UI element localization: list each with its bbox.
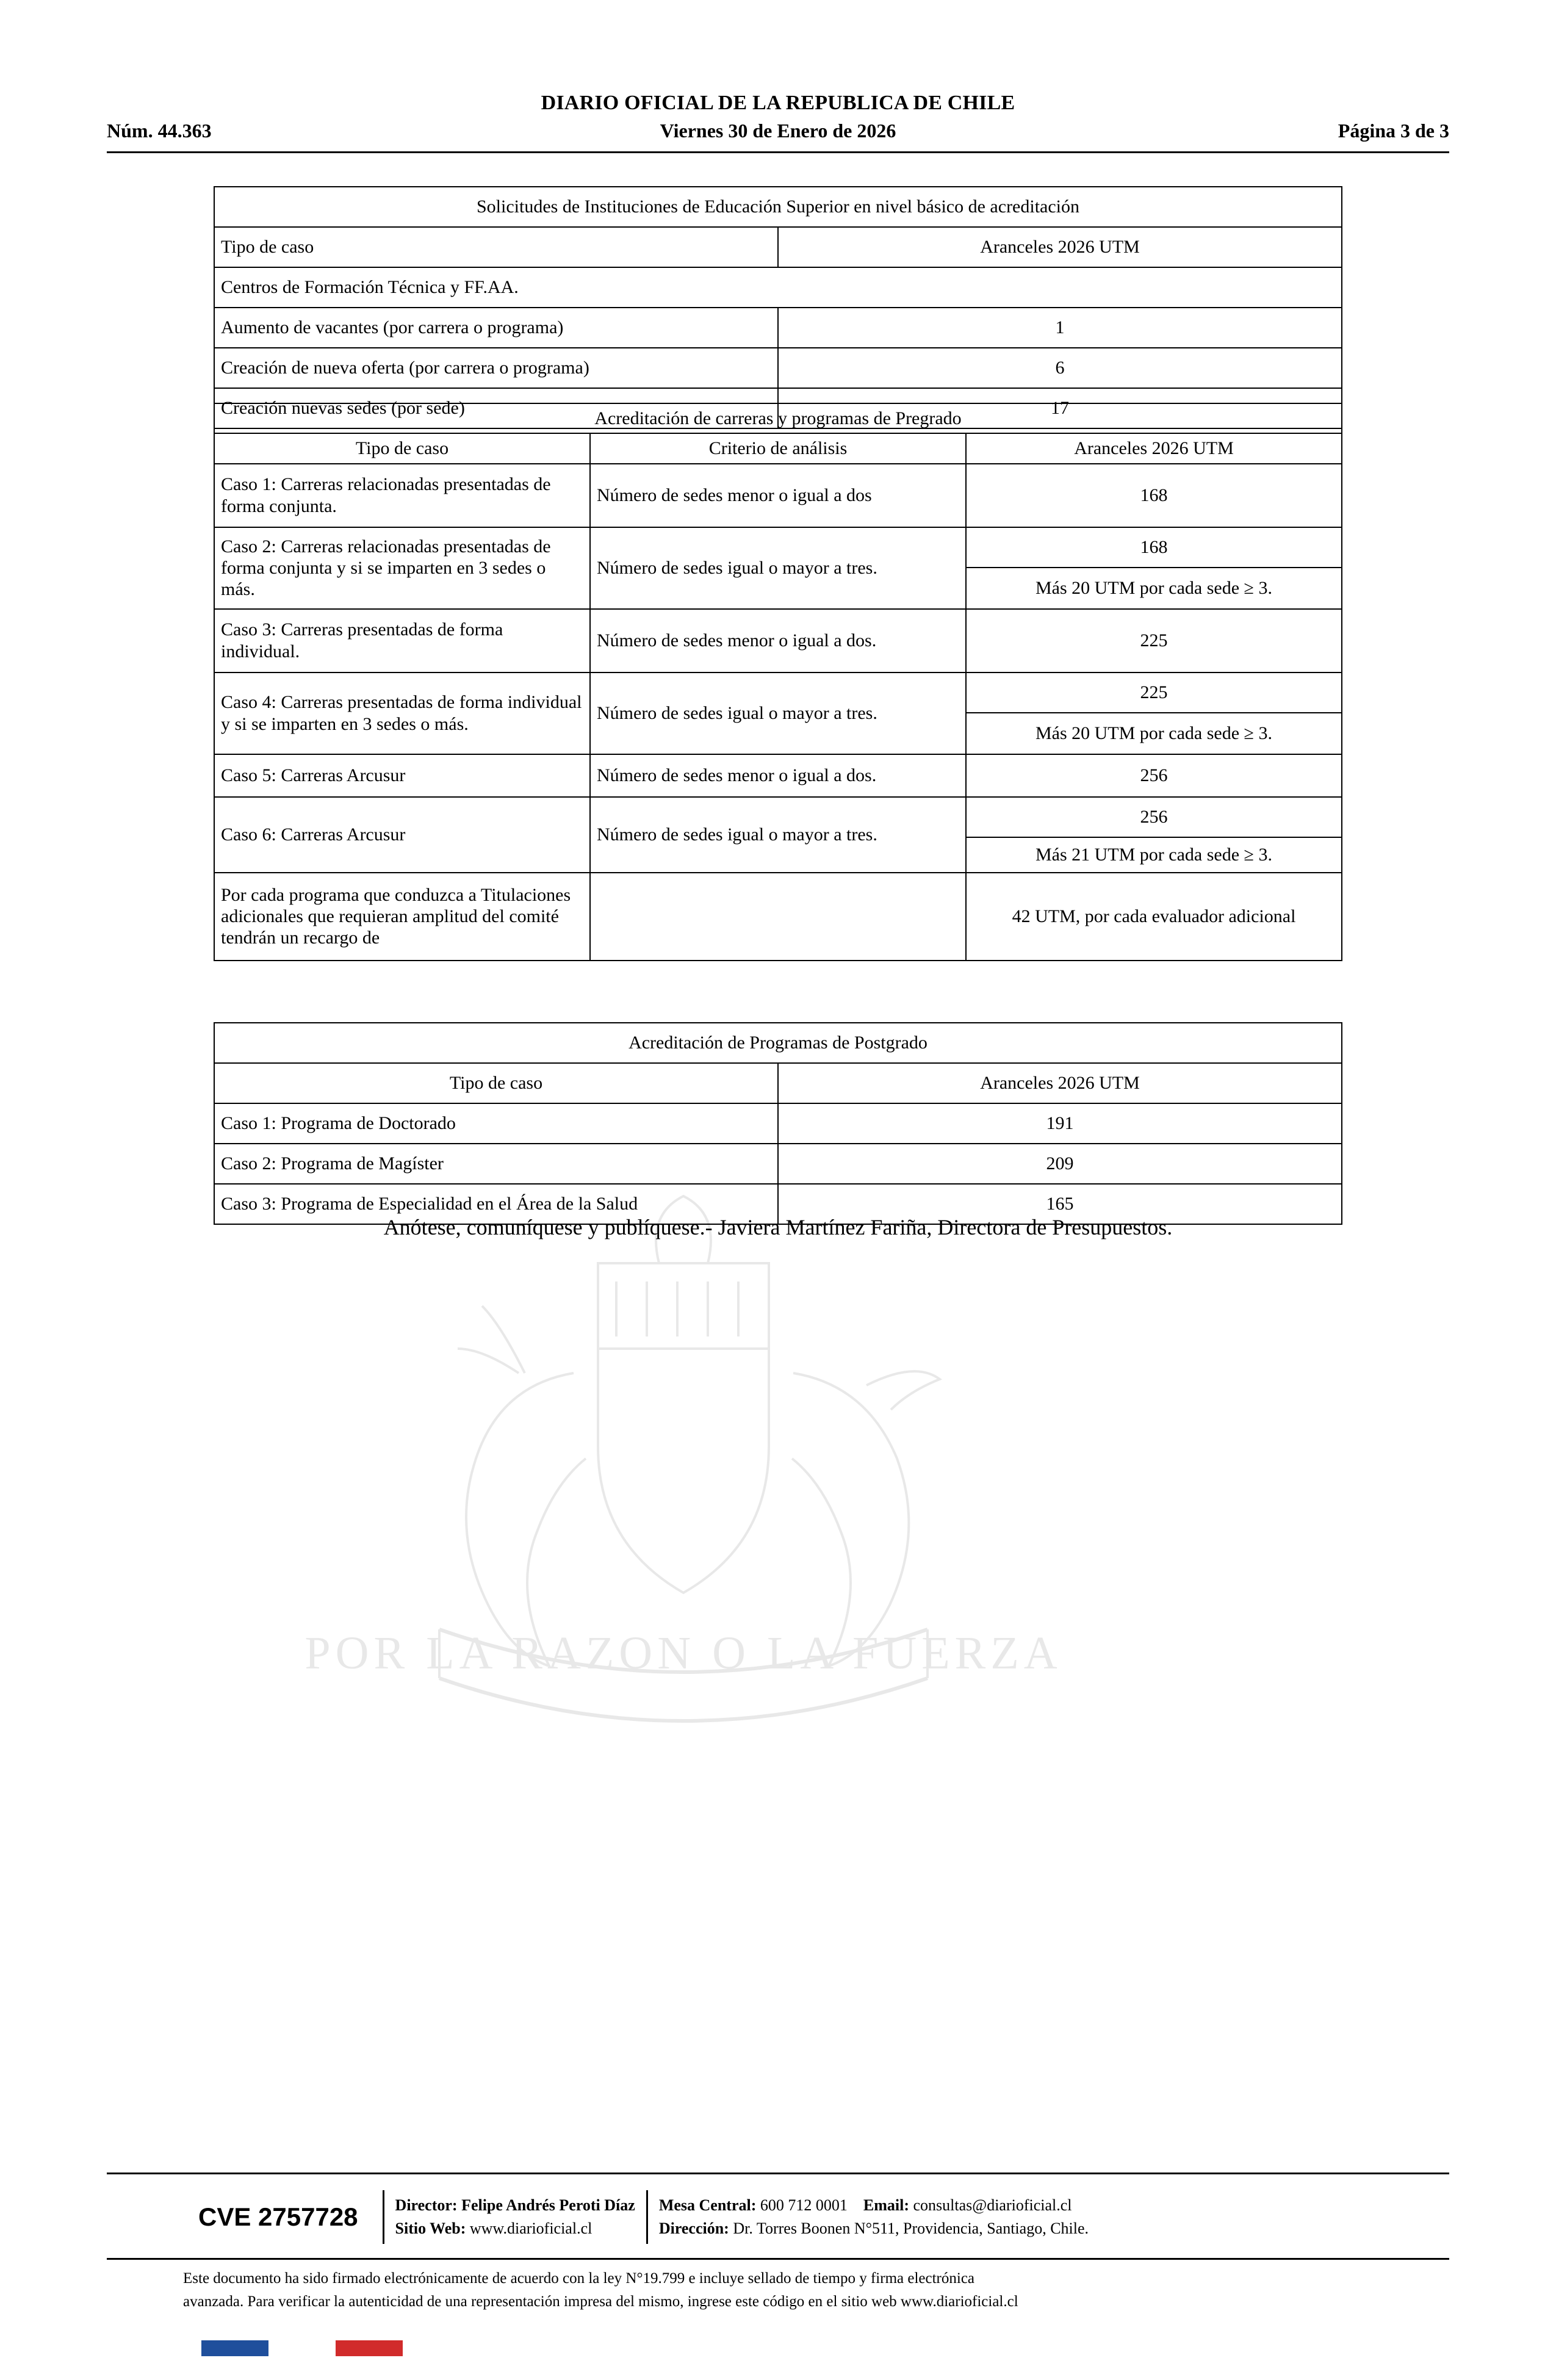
- footer-direccion-label: Dirección:: [658, 2220, 729, 2237]
- footer-legal-note: [183, 2267, 1379, 2313]
- table2-r3-criterio: Número de sedes igual o mayor a tres.: [590, 673, 966, 754]
- table2-r0-criterio: Número de sedes menor o igual a dos: [590, 464, 966, 527]
- table-row: [214, 673, 1342, 713]
- footer-email-value[interactable]: consultas@diarioficial.cl: [913, 2196, 1072, 2215]
- table1-col-0: Tipo de caso: [214, 227, 778, 267]
- table-row: [214, 797, 1342, 837]
- chile-flag-bar: [201, 2340, 403, 2356]
- table2-r5-criterio: Número de sedes igual o mayor a tres.: [590, 797, 966, 873]
- table1-r1-c1: 6: [778, 348, 1342, 388]
- footer-site-label: Sitio Web:: [395, 2220, 466, 2237]
- table2-r4-arancel: 256: [966, 754, 1342, 797]
- header-meta-row: [107, 120, 1449, 144]
- footer-divider-2: [646, 2190, 648, 2244]
- table2-r5-arancel2: Más 21 UTM por cada sede ≥ 3.: [966, 837, 1342, 873]
- table-row: [214, 433, 1342, 463]
- table-row: [214, 1063, 1342, 1103]
- table3-caption: Acreditación de Programas de Postgrado: [214, 1023, 1342, 1063]
- table2-r3-arancel2: Más 20 UTM por cada sede ≥ 3.: [966, 713, 1342, 754]
- flag-red-segment: [336, 2340, 403, 2356]
- table3-r2-c1: 165: [778, 1184, 1342, 1224]
- footer-director-line: [395, 2194, 635, 2217]
- table-row: [214, 609, 1342, 673]
- table-row: [214, 873, 1342, 961]
- table2-r4-criterio: Número de sedes menor o igual a dos.: [590, 754, 966, 797]
- footer-site-line: [395, 2217, 635, 2240]
- table-row: [214, 267, 1342, 308]
- table2-col-1: Criterio de análisis: [590, 433, 966, 463]
- table-row: [214, 348, 1342, 388]
- table2-extra-arancel: 42 UTM, por cada evaluador adicional: [966, 873, 1342, 961]
- footer-direccion-value: Dr. Torres Boonen N°511, Providencia, Santiago, Chile.: [733, 2220, 1089, 2237]
- table3-r1-c1: 209: [778, 1144, 1342, 1184]
- footer-divider-bottom: [107, 2258, 1449, 2260]
- footer-column-director: [395, 2194, 635, 2240]
- table2-r0-arancel: 168: [966, 464, 1342, 527]
- footer-note-line2: avanzada. Para verificar la autenticidad de una representación impresa del mismo, ingrese este código en el sitio web www.diarioficial.cl: [183, 2293, 1018, 2310]
- footer-email-label: Email:: [863, 2196, 909, 2215]
- footer-divider-1: [383, 2190, 384, 2244]
- table3-r2-c0: Caso 3: Programa de Especialidad en el Área de la Salud: [214, 1184, 778, 1224]
- table-row: [214, 464, 1342, 527]
- watermark-motto: POR LA RAZON O LA FUERZA: [304, 1628, 1062, 1679]
- table2-r3-caso: Caso 4: Carreras presentadas de forma individual y si se imparten en 3 sedes o más.: [214, 673, 590, 754]
- table-row: [214, 1023, 1342, 1063]
- table1-r2-c1: 17: [778, 388, 1342, 428]
- header-divider: [107, 151, 1449, 153]
- table1-subheader: Centros de Formación Técnica y FF.AA.: [214, 267, 1342, 308]
- closing-statement: Anótese, comuníquese y publíquese.- Javiera Martínez Fariña, Directora de Presupuestos.: [383, 1215, 1173, 1239]
- table2-extra-caso: Por cada programa que conduzca a Titulaciones adicionales que requieran amplitud del comité tendrán un recargo de: [214, 873, 590, 961]
- table2-r3-arancel: 225: [966, 673, 1342, 713]
- table1-r2-c0: Creación nuevas sedes (por sede): [214, 388, 778, 428]
- table2-r5-arancel: 256: [966, 797, 1342, 837]
- footer-divider-top: [107, 2173, 1449, 2174]
- table2-r2-arancel: 225: [966, 609, 1342, 673]
- publication-title: DIARIO OFICIAL DE LA REPUBLICA DE CHILE: [541, 92, 1015, 114]
- table2-r0-caso: Caso 1: Carreras relacionadas presentadas de forma conjunta.: [214, 464, 590, 527]
- flag-blue-segment: [201, 2340, 268, 2356]
- table-acreditacion-pregrado: [214, 403, 1342, 961]
- table-row: [214, 527, 1342, 568]
- footer-mesa-value: 600 712 0001: [760, 2196, 848, 2215]
- footer-note-line1: Este documento ha sido firmado electrónicamente de acuerdo con la ley N°19.799 e incluye sellado de tiempo y firma electrónica: [183, 2270, 975, 2287]
- table1-col-1: Aranceles 2026 UTM: [778, 227, 1342, 267]
- table-row: [214, 1144, 1342, 1184]
- footer-director-value: Felipe Andrés Peroti Díaz: [461, 2196, 635, 2215]
- footer-site-value[interactable]: www.diarioficial.cl: [469, 2220, 593, 2237]
- table-row: [214, 308, 1342, 348]
- table-row: [214, 1103, 1342, 1144]
- table-row: [214, 187, 1342, 227]
- table1-caption: Solicitudes de Instituciones de Educación Superior en nivel básico de acreditación: [214, 187, 1342, 227]
- table3-r0-c1: 191: [778, 1103, 1342, 1144]
- flag-white-segment: [268, 2340, 336, 2356]
- coat-of-arms-watermark: [293, 1190, 1074, 1800]
- table2-caption: Acreditación de carreras y programas de Pregrado: [214, 403, 1342, 433]
- table2-r1-caso: Caso 2: Carreras relacionadas presentadas de forma conjunta y si se imparten en 3 sedes o más.: [214, 527, 590, 609]
- table3-r1-c0: Caso 2: Programa de Magíster: [214, 1144, 778, 1184]
- footer-director-label: Director:: [395, 2196, 458, 2215]
- footer: [107, 2183, 1449, 2251]
- table2-r2-caso: Caso 3: Carreras presentadas de forma individual.: [214, 609, 590, 673]
- footer-mesa-label: Mesa Central:: [658, 2196, 757, 2215]
- table2-r2-criterio: Número de sedes menor o igual a dos.: [590, 609, 966, 673]
- table3-r0-c0: Caso 1: Programa de Doctorado: [214, 1103, 778, 1144]
- table-row: [214, 227, 1342, 267]
- table2-r1-arancel: 168: [966, 527, 1342, 568]
- table2-r1-arancel2: Más 20 UTM por cada sede ≥ 3.: [966, 568, 1342, 609]
- table1-r1-c0: Creación de nueva oferta (por carrera o programa): [214, 348, 778, 388]
- table2-col-0: Tipo de caso: [214, 433, 590, 463]
- table2-r4-caso: Caso 5: Carreras Arcusur: [214, 754, 590, 797]
- page-header: [107, 92, 1449, 144]
- footer-column-contact: [659, 2194, 1089, 2240]
- cve-code: CVE 2757728: [198, 2202, 358, 2231]
- table2-extra-criterio: [590, 873, 966, 961]
- footer-mesa-line: [659, 2194, 1089, 2217]
- table-solicitudes-nivel-basico: [214, 186, 1342, 429]
- table-row: [214, 754, 1342, 797]
- table3-col-1: Aranceles 2026 UTM: [778, 1063, 1342, 1103]
- table-row: [214, 403, 1342, 433]
- table1-r0-c1: 1: [778, 308, 1342, 348]
- issue-date: Viernes 30 de Enero de 2026: [660, 120, 896, 142]
- table1-r0-c0: Aumento de vacantes (por carrera o programa): [214, 308, 778, 348]
- table2-col-2: Aranceles 2026 UTM: [966, 433, 1342, 463]
- footer-direccion-line: [659, 2217, 1089, 2240]
- table2-r1-criterio: Número de sedes igual o mayor a tres.: [590, 527, 966, 609]
- table3-col-0: Tipo de caso: [214, 1063, 778, 1103]
- table2-r5-caso: Caso 6: Carreras Arcusur: [214, 797, 590, 873]
- issue-number: Núm. 44.363: [107, 120, 212, 142]
- page-indicator: Página 3 de 3: [1338, 120, 1449, 142]
- table-acreditacion-postgrado: [214, 1022, 1342, 1225]
